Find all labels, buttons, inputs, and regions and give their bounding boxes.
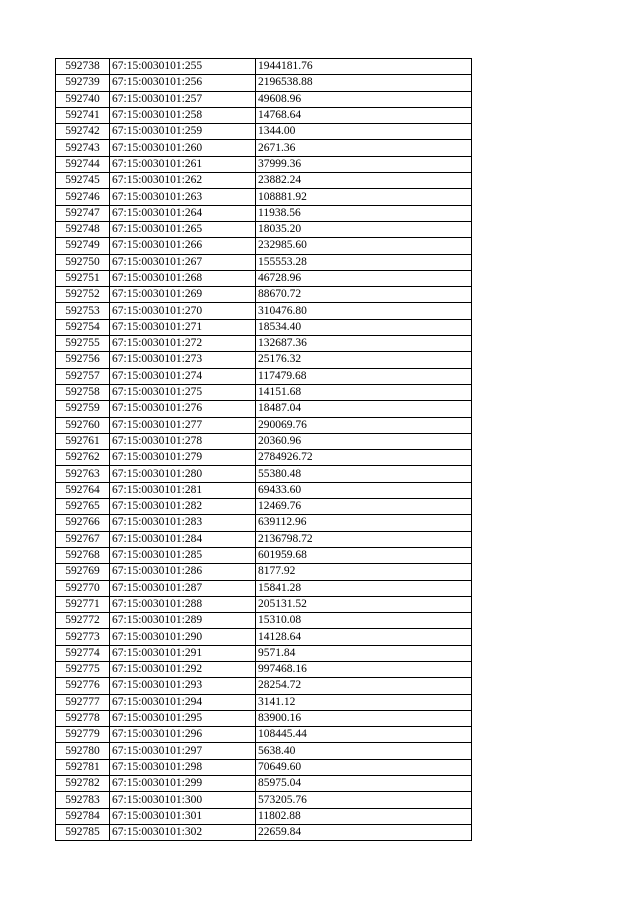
value-cell: 14151.68 <box>256 384 472 400</box>
row-number-cell: 592780 <box>56 743 110 759</box>
row-number-cell: 592761 <box>56 433 110 449</box>
cadastral-number-cell: 67:15:0030101:275 <box>110 384 256 400</box>
value-cell: 22659.84 <box>256 824 472 840</box>
value-cell: 15310.08 <box>256 613 472 629</box>
table-row <box>56 238 472 254</box>
row-number-cell: 592752 <box>56 287 110 303</box>
table-row <box>56 336 472 352</box>
table-row <box>56 613 472 629</box>
row-number-cell: 592782 <box>56 776 110 792</box>
cadastral-number-cell: 67:15:0030101:282 <box>110 499 256 515</box>
cadastral-number-cell: 67:15:0030101:294 <box>110 694 256 710</box>
cadastral-number-cell: 67:15:0030101:289 <box>110 613 256 629</box>
cadastral-number-cell: 67:15:0030101:299 <box>110 776 256 792</box>
value-cell: 11802.88 <box>256 808 472 824</box>
value-cell: 55380.48 <box>256 466 472 482</box>
cadastral-number-cell: 67:15:0030101:274 <box>110 368 256 384</box>
cadastral-number-cell: 67:15:0030101:264 <box>110 205 256 221</box>
row-number-cell: 592763 <box>56 466 110 482</box>
value-cell: 23882.24 <box>256 173 472 189</box>
cadastral-number-cell: 67:15:0030101:301 <box>110 808 256 824</box>
row-number-cell: 592738 <box>56 59 110 75</box>
value-cell: 1344.00 <box>256 124 472 140</box>
table-row <box>56 107 472 123</box>
cadastral-number-cell: 67:15:0030101:266 <box>110 238 256 254</box>
table-row <box>56 482 472 498</box>
table-row <box>56 368 472 384</box>
row-number-cell: 592768 <box>56 547 110 563</box>
cadastral-number-cell: 67:15:0030101:298 <box>110 759 256 775</box>
table-row <box>56 694 472 710</box>
table-row <box>56 75 472 91</box>
cadastral-number-cell: 67:15:0030101:261 <box>110 156 256 172</box>
cadastral-number-cell: 67:15:0030101:257 <box>110 91 256 107</box>
value-cell: 2196538.88 <box>256 75 472 91</box>
cadastral-number-cell: 67:15:0030101:283 <box>110 515 256 531</box>
value-cell: 108881.92 <box>256 189 472 205</box>
table-row <box>56 221 472 237</box>
value-cell: 49608.96 <box>256 91 472 107</box>
row-number-cell: 592750 <box>56 254 110 270</box>
value-cell: 18487.04 <box>256 401 472 417</box>
value-cell: 2136798.72 <box>256 531 472 547</box>
cadastral-number-cell: 67:15:0030101:297 <box>110 743 256 759</box>
table-row <box>56 417 472 433</box>
value-cell: 132687.36 <box>256 336 472 352</box>
table-row <box>56 466 472 482</box>
value-cell: 83900.16 <box>256 710 472 726</box>
table-row <box>56 776 472 792</box>
table-row <box>56 124 472 140</box>
cadastral-number-cell: 67:15:0030101:256 <box>110 75 256 91</box>
table-row <box>56 499 472 515</box>
cadastral-number-cell: 67:15:0030101:277 <box>110 417 256 433</box>
value-cell: 28254.72 <box>256 678 472 694</box>
row-number-cell: 592774 <box>56 645 110 661</box>
value-cell: 5638.40 <box>256 743 472 759</box>
row-number-cell: 592741 <box>56 107 110 123</box>
row-number-cell: 592748 <box>56 221 110 237</box>
table-row <box>56 352 472 368</box>
row-number-cell: 592785 <box>56 824 110 840</box>
table-row <box>56 596 472 612</box>
cadastral-number-cell: 67:15:0030101:260 <box>110 140 256 156</box>
value-cell: 2784926.72 <box>256 450 472 466</box>
table-row <box>56 629 472 645</box>
row-number-cell: 592751 <box>56 270 110 286</box>
cadastral-number-cell: 67:15:0030101:280 <box>110 466 256 482</box>
cadastral-number-cell: 67:15:0030101:300 <box>110 792 256 808</box>
cadastral-number-cell: 67:15:0030101:281 <box>110 482 256 498</box>
table-row <box>56 645 472 661</box>
table-row <box>56 384 472 400</box>
row-number-cell: 592739 <box>56 75 110 91</box>
row-number-cell: 592743 <box>56 140 110 156</box>
table-row <box>56 727 472 743</box>
cadastral-number-cell: 67:15:0030101:265 <box>110 221 256 237</box>
row-number-cell: 592767 <box>56 531 110 547</box>
value-cell: 37999.36 <box>256 156 472 172</box>
cadastral-value-table <box>55 58 472 841</box>
table-row <box>56 91 472 107</box>
table-row <box>56 205 472 221</box>
value-cell: 18534.40 <box>256 319 472 335</box>
table-row <box>56 661 472 677</box>
table-row <box>56 824 472 840</box>
value-cell: 11938.56 <box>256 205 472 221</box>
value-cell: 85975.04 <box>256 776 472 792</box>
cadastral-number-cell: 67:15:0030101:276 <box>110 401 256 417</box>
cadastral-number-cell: 67:15:0030101:284 <box>110 531 256 547</box>
row-number-cell: 592779 <box>56 727 110 743</box>
value-cell: 69433.60 <box>256 482 472 498</box>
table-row <box>56 743 472 759</box>
value-cell: 12469.76 <box>256 499 472 515</box>
cadastral-number-cell: 67:15:0030101:293 <box>110 678 256 694</box>
table-row <box>56 678 472 694</box>
table-row <box>56 547 472 563</box>
row-number-cell: 592778 <box>56 710 110 726</box>
table-row <box>56 759 472 775</box>
value-cell: 3141.12 <box>256 694 472 710</box>
value-cell: 117479.68 <box>256 368 472 384</box>
cadastral-number-cell: 67:15:0030101:286 <box>110 564 256 580</box>
table-row <box>56 401 472 417</box>
table-row <box>56 710 472 726</box>
table-row <box>56 433 472 449</box>
table-row <box>56 140 472 156</box>
cadastral-number-cell: 67:15:0030101:290 <box>110 629 256 645</box>
table-row <box>56 189 472 205</box>
cadastral-number-cell: 67:15:0030101:270 <box>110 303 256 319</box>
row-number-cell: 592753 <box>56 303 110 319</box>
cadastral-number-cell: 67:15:0030101:263 <box>110 189 256 205</box>
row-number-cell: 592754 <box>56 319 110 335</box>
cadastral-number-cell: 67:15:0030101:273 <box>110 352 256 368</box>
table-row <box>56 156 472 172</box>
value-cell: 2671.36 <box>256 140 472 156</box>
row-number-cell: 592775 <box>56 661 110 677</box>
row-number-cell: 592772 <box>56 613 110 629</box>
table-row <box>56 287 472 303</box>
value-cell: 8177.92 <box>256 564 472 580</box>
table-row <box>56 303 472 319</box>
value-cell: 639112.96 <box>256 515 472 531</box>
value-cell: 232985.60 <box>256 238 472 254</box>
row-number-cell: 592769 <box>56 564 110 580</box>
table-row <box>56 580 472 596</box>
row-number-cell: 592745 <box>56 173 110 189</box>
row-number-cell: 592776 <box>56 678 110 694</box>
row-number-cell: 592740 <box>56 91 110 107</box>
value-cell: 20360.96 <box>256 433 472 449</box>
table-row <box>56 59 472 75</box>
table-row <box>56 531 472 547</box>
row-number-cell: 592777 <box>56 694 110 710</box>
cadastral-number-cell: 67:15:0030101:262 <box>110 173 256 189</box>
value-cell: 25176.32 <box>256 352 472 368</box>
row-number-cell: 592771 <box>56 596 110 612</box>
value-cell: 155553.28 <box>256 254 472 270</box>
cadastral-number-cell: 67:15:0030101:288 <box>110 596 256 612</box>
table-row <box>56 319 472 335</box>
row-number-cell: 592783 <box>56 792 110 808</box>
value-cell: 573205.76 <box>256 792 472 808</box>
cadastral-number-cell: 67:15:0030101:255 <box>110 59 256 75</box>
table-row <box>56 173 472 189</box>
value-cell: 14768.64 <box>256 107 472 123</box>
value-cell: 108445.44 <box>256 727 472 743</box>
value-cell: 46728.96 <box>256 270 472 286</box>
value-cell: 205131.52 <box>256 596 472 612</box>
row-number-cell: 592766 <box>56 515 110 531</box>
table-row <box>56 792 472 808</box>
row-number-cell: 592755 <box>56 336 110 352</box>
value-cell: 14128.64 <box>256 629 472 645</box>
value-cell: 88670.72 <box>256 287 472 303</box>
cadastral-number-cell: 67:15:0030101:272 <box>110 336 256 352</box>
row-number-cell: 592760 <box>56 417 110 433</box>
row-number-cell: 592759 <box>56 401 110 417</box>
row-number-cell: 592757 <box>56 368 110 384</box>
cadastral-number-cell: 67:15:0030101:279 <box>110 450 256 466</box>
cadastral-number-cell: 67:15:0030101:258 <box>110 107 256 123</box>
value-cell: 290069.76 <box>256 417 472 433</box>
table-row <box>56 808 472 824</box>
row-number-cell: 592756 <box>56 352 110 368</box>
cadastral-number-cell: 67:15:0030101:259 <box>110 124 256 140</box>
row-number-cell: 592770 <box>56 580 110 596</box>
cadastral-number-cell: 67:15:0030101:291 <box>110 645 256 661</box>
table-row <box>56 515 472 531</box>
row-number-cell: 592744 <box>56 156 110 172</box>
cadastral-number-cell: 67:15:0030101:278 <box>110 433 256 449</box>
row-number-cell: 592784 <box>56 808 110 824</box>
value-cell: 601959.68 <box>256 547 472 563</box>
cadastral-number-cell: 67:15:0030101:269 <box>110 287 256 303</box>
row-number-cell: 592764 <box>56 482 110 498</box>
row-number-cell: 592742 <box>56 124 110 140</box>
cadastral-number-cell: 67:15:0030101:287 <box>110 580 256 596</box>
table-row <box>56 450 472 466</box>
value-cell: 18035.20 <box>256 221 472 237</box>
cadastral-number-cell: 67:15:0030101:271 <box>110 319 256 335</box>
value-cell: 9571.84 <box>256 645 472 661</box>
table-row <box>56 254 472 270</box>
table-body <box>56 59 472 841</box>
value-cell: 70649.60 <box>256 759 472 775</box>
row-number-cell: 592773 <box>56 629 110 645</box>
row-number-cell: 592765 <box>56 499 110 515</box>
value-cell: 15841.28 <box>256 580 472 596</box>
table-row <box>56 270 472 286</box>
value-cell: 997468.16 <box>256 661 472 677</box>
cadastral-number-cell: 67:15:0030101:268 <box>110 270 256 286</box>
value-cell: 1944181.76 <box>256 59 472 75</box>
value-cell: 310476.80 <box>256 303 472 319</box>
row-number-cell: 592749 <box>56 238 110 254</box>
row-number-cell: 592781 <box>56 759 110 775</box>
row-number-cell: 592746 <box>56 189 110 205</box>
table-row <box>56 564 472 580</box>
cadastral-number-cell: 67:15:0030101:292 <box>110 661 256 677</box>
cadastral-number-cell: 67:15:0030101:296 <box>110 727 256 743</box>
row-number-cell: 592758 <box>56 384 110 400</box>
row-number-cell: 592762 <box>56 450 110 466</box>
cadastral-number-cell: 67:15:0030101:285 <box>110 547 256 563</box>
cadastral-number-cell: 67:15:0030101:295 <box>110 710 256 726</box>
cadastral-number-cell: 67:15:0030101:302 <box>110 824 256 840</box>
cadastral-number-cell: 67:15:0030101:267 <box>110 254 256 270</box>
row-number-cell: 592747 <box>56 205 110 221</box>
